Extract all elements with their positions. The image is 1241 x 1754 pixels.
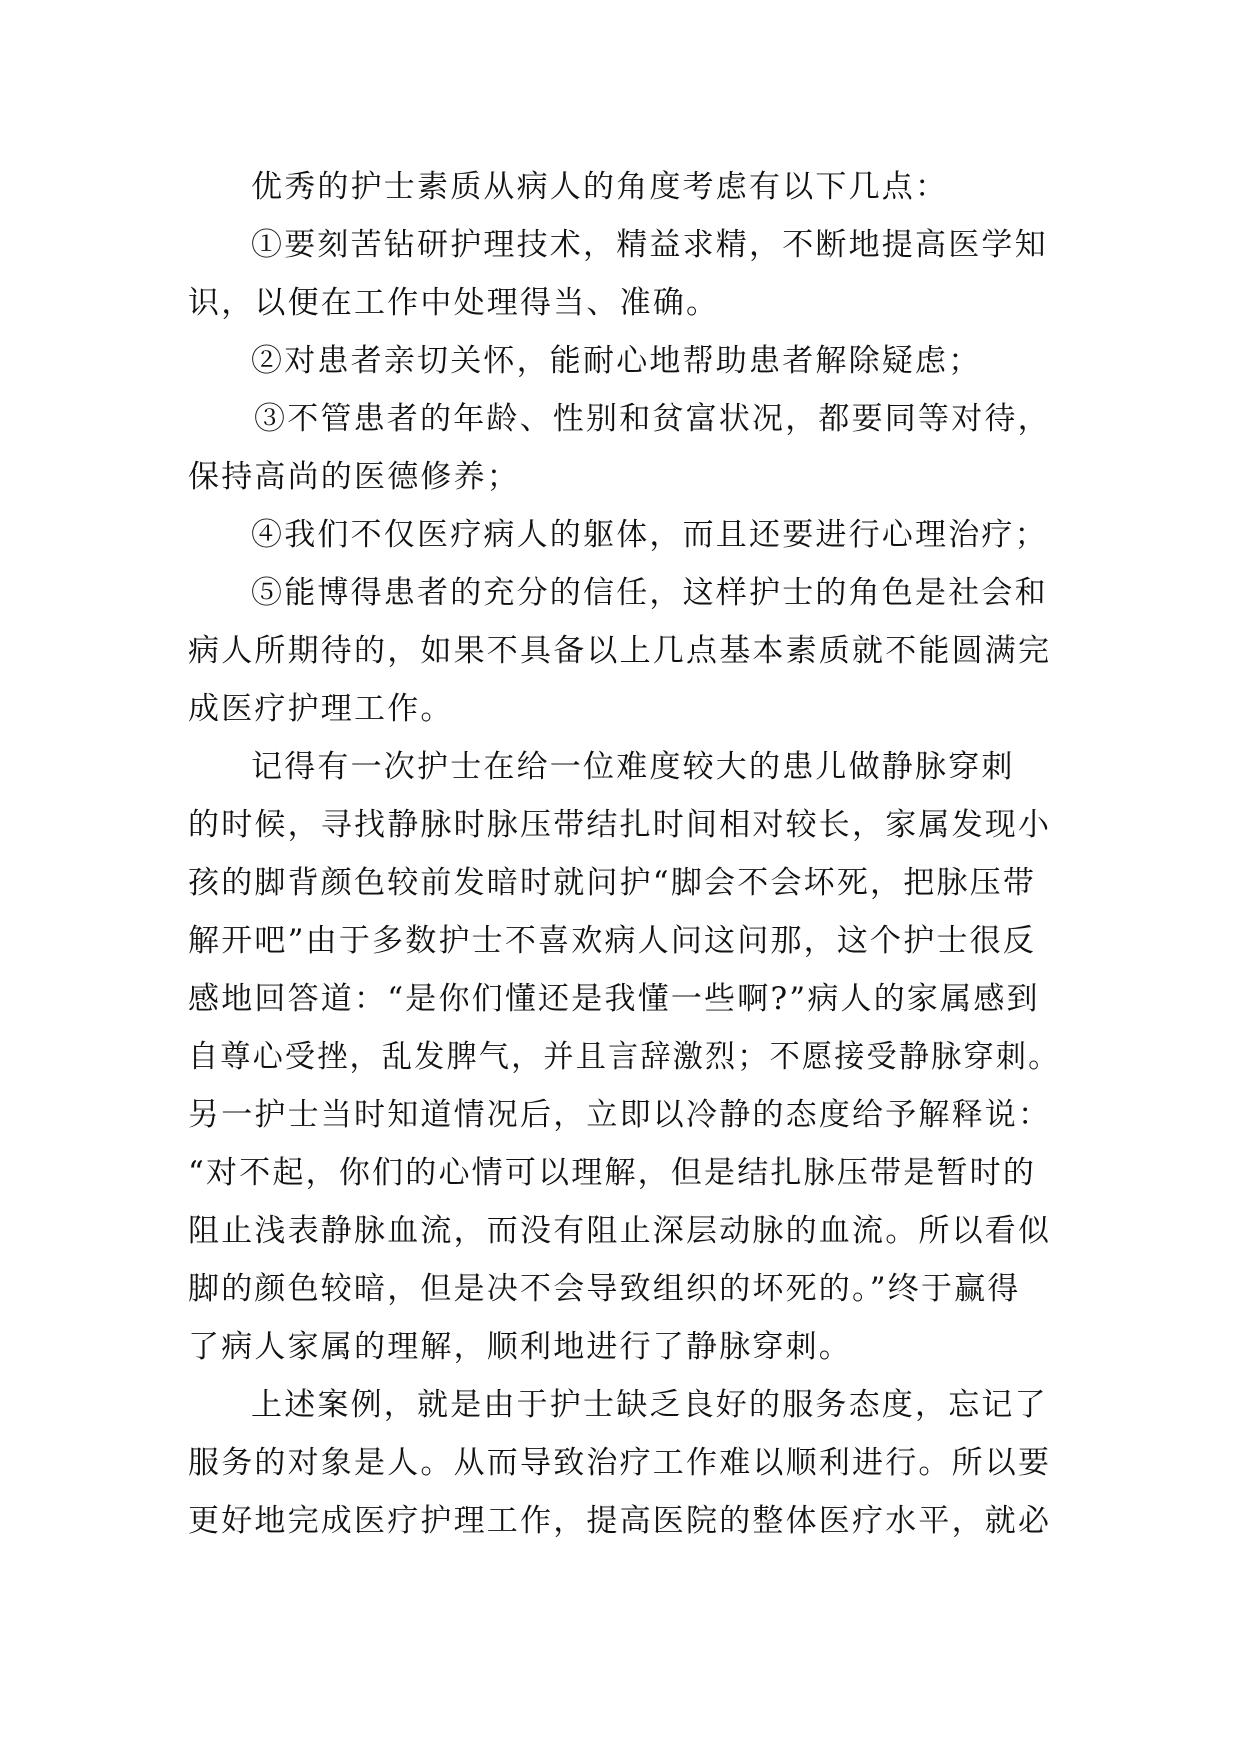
text-line-11: 记得有一次护士在给一位难度较大的患儿做静脉穿刺 <box>251 749 1015 785</box>
text-line-4: ②对患者亲切关怀，能耐心地帮助患者解除疑虑； <box>251 343 982 379</box>
text-line-7: ④我们不仅医疗病人的躯体，而且还要进行心理治疗； <box>251 517 1048 553</box>
text-line-15: 感地回答道：“是你们懂还是我懂一些啊?”病人的家属感到 <box>188 981 1040 1017</box>
text-line-22: 上述案例，就是由于护士缺乏良好的服务态度，忘记了 <box>251 1387 1048 1423</box>
text-line-6: 保持高尚的医德修养； <box>188 459 520 495</box>
text-line-23: 服务的对象是人。从而导致治疗工作难以顺利进行。所以要 <box>188 1445 1052 1481</box>
text-line-14: 解开吧”由于多数护士不喜欢病人问这问那，这个护士很反 <box>188 923 1037 959</box>
text-line-8: ⑤能博得患者的充分的信任，这样护士的角色是社会和 <box>251 575 1048 611</box>
text-line-20: 脚的颜色较暗，但是决不会导致组织的坏死的。”终于赢得 <box>188 1271 1021 1307</box>
text-line-1: 优秀的护士素质从病人的角度考虑有以下几点： <box>251 169 949 205</box>
text-line-19: 阻止浅表静脉血流，而没有阻止深层动脉的血流。所以看似 <box>188 1213 1052 1249</box>
text-line-5: ③不管患者的年龄、性别和贫富状况，都要同等对待， <box>254 401 1051 437</box>
text-line-3: 识，以便在工作中处理得当、准确。 <box>188 285 720 321</box>
text-line-13: 孩的脚背颜色较前发暗时就问护“脚会不会坏死，把脉压带 <box>188 865 1037 901</box>
text-line-12: 的时候，寻找静脉时脉压带结扎时间相对较长，家属发现小 <box>188 807 1052 843</box>
text-line-18: “对不起，你们的心情可以理解，但是结扎脉压带是暂时的 <box>188 1155 1037 1191</box>
text-line-21: 了病人家属的理解，顺利地进行了静脉穿刺。 <box>188 1329 852 1365</box>
text-line-24: 更好地完成医疗护理工作，提高医院的整体医疗水平，就必 <box>188 1503 1052 1539</box>
text-line-16: 自尊心受挫，乱发脾气，并且言辞激烈；不愿接受静脉穿刺。 <box>188 1039 1061 1075</box>
text-line-17: 另一护士当时知道情况后，立即以冷静的态度给予解释说： <box>188 1097 1052 1133</box>
text-line-10: 成医疗护理工作。 <box>188 691 454 727</box>
text-line-9: 病人所期待的，如果不具备以上几点基本素质就不能圆满完 <box>188 633 1052 669</box>
text-line-2: ①要刻苦钻研护理技术，精益求精，不断地提高医学知 <box>251 227 1048 263</box>
